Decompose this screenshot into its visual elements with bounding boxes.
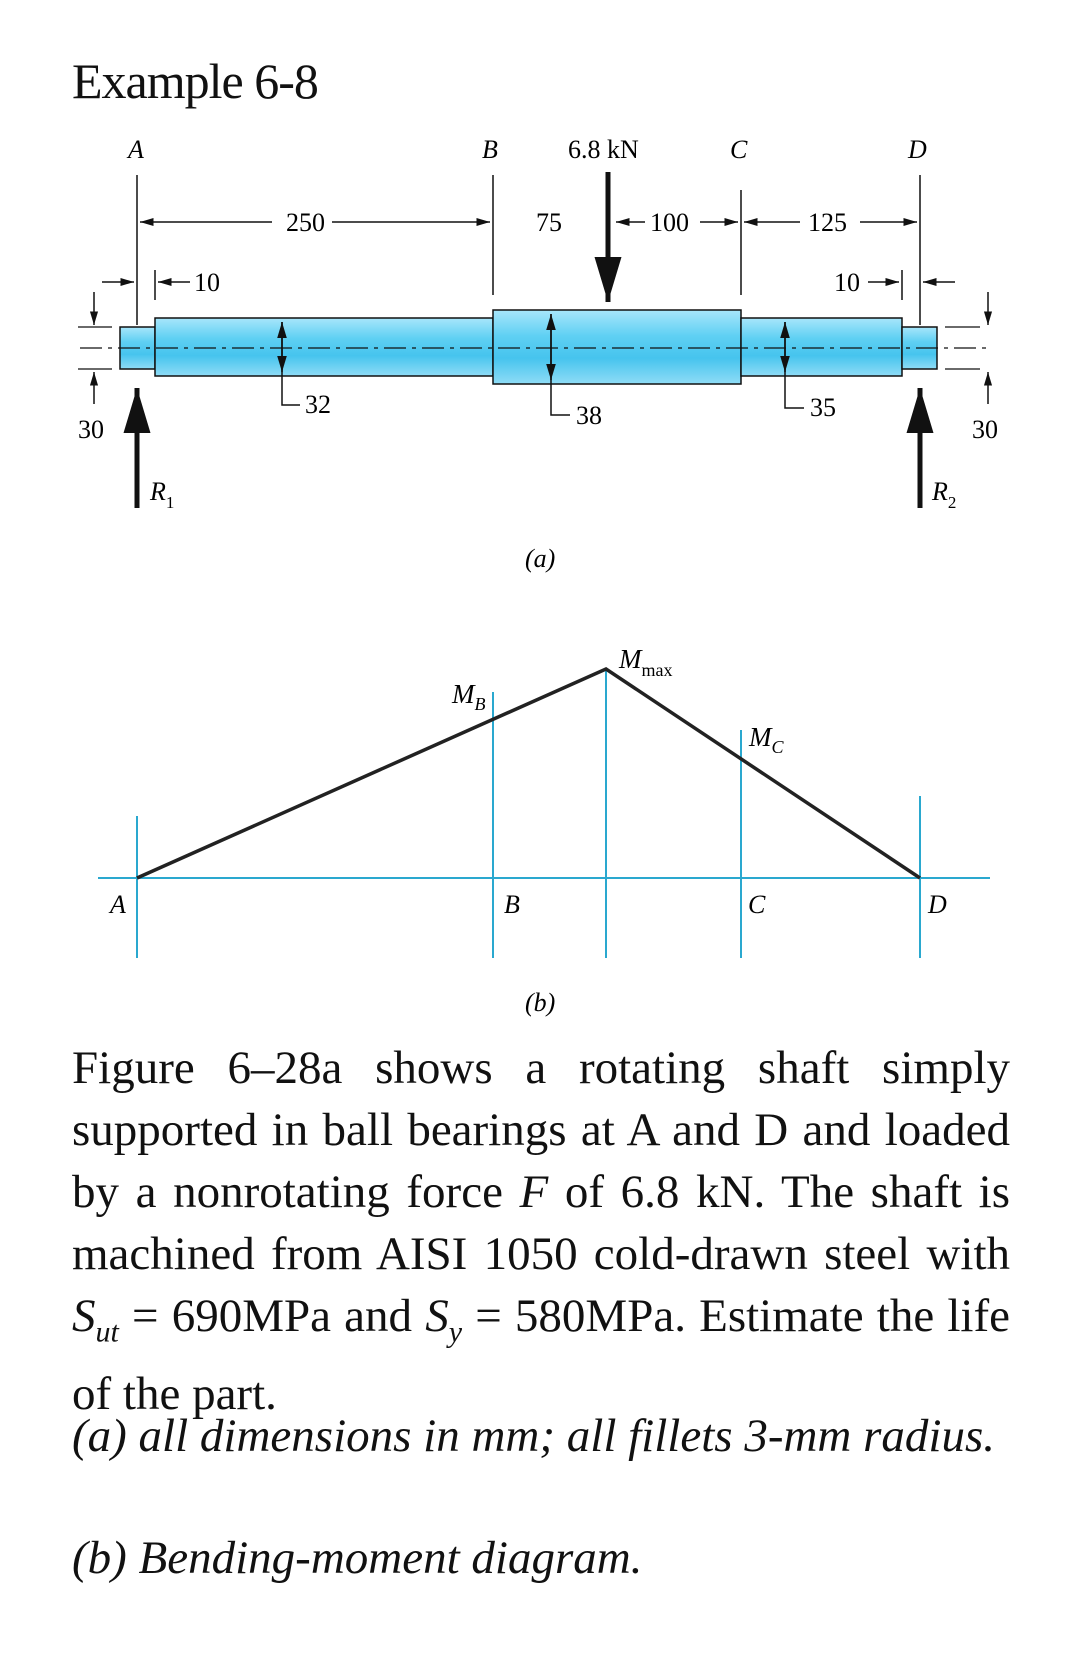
problem-text-3: = 690MPa and (118, 1290, 426, 1342)
m-c-label: $M_C$ (749, 722, 784, 757)
caption-a: (a) (525, 544, 556, 573)
dim-125: 125 (808, 208, 847, 237)
sy-symbol: S (425, 1290, 449, 1342)
note-a: (a) all dimensions in mm; all fillets 3-mm radius. (72, 1410, 995, 1462)
axis-label-d: D (928, 890, 947, 919)
dim-75: 75 (536, 208, 562, 237)
problem-text-4: = 580MPa. Estimate the life of the part. (72, 1290, 1010, 1421)
caption-b: (b) (525, 988, 556, 1017)
m-b-label: $M_B$ (452, 679, 486, 714)
m-max-label: $M_{max}$ (619, 644, 673, 680)
dim-10-right: 10 (834, 268, 860, 297)
sut-subscript: ut (95, 1315, 119, 1349)
dim-100: 100 (650, 208, 689, 237)
axis-label-b: B (504, 890, 520, 919)
label-b: B (482, 135, 498, 164)
axis-label-a: A (110, 890, 126, 919)
label-a: A (128, 135, 144, 164)
load-label: 6.8 kN (568, 135, 639, 164)
moment-curve (137, 669, 920, 878)
figure-b (98, 644, 990, 1017)
problem-statement (72, 1037, 1010, 1425)
sut-symbol: S (72, 1290, 96, 1342)
dim-32: 32 (305, 390, 331, 419)
dim-38: 38 (576, 401, 602, 430)
dim-10-left: 10 (194, 268, 220, 297)
problem-text-2: of 6.8 kN. The shaft is machined from AISI 1050 cold-drawn steel with (72, 1166, 1010, 1280)
dim-35: 35 (810, 393, 836, 422)
dim-30-right: 30 (972, 415, 998, 444)
dim-250: 250 (286, 208, 325, 237)
label-d: D (908, 135, 927, 164)
figure-a (78, 135, 998, 573)
reaction-r2: $R_2$ (932, 477, 957, 512)
reaction-r1: $R_1$ (150, 477, 175, 512)
label-c: C (730, 135, 748, 164)
note-b: (b) Bending-moment diagram. (72, 1532, 643, 1584)
force-symbol: F (519, 1166, 549, 1218)
axis-label-c: C (748, 890, 766, 919)
problem-text-1: Figure 6–28a shows a rotating shaft simply supported in ball bearings at A and D and loaded by a nonrotating force (72, 1042, 1010, 1218)
dim-30-left: 30 (78, 415, 104, 444)
example-title: Example 6-8 (72, 53, 318, 109)
sy-subscript: y (448, 1315, 463, 1349)
